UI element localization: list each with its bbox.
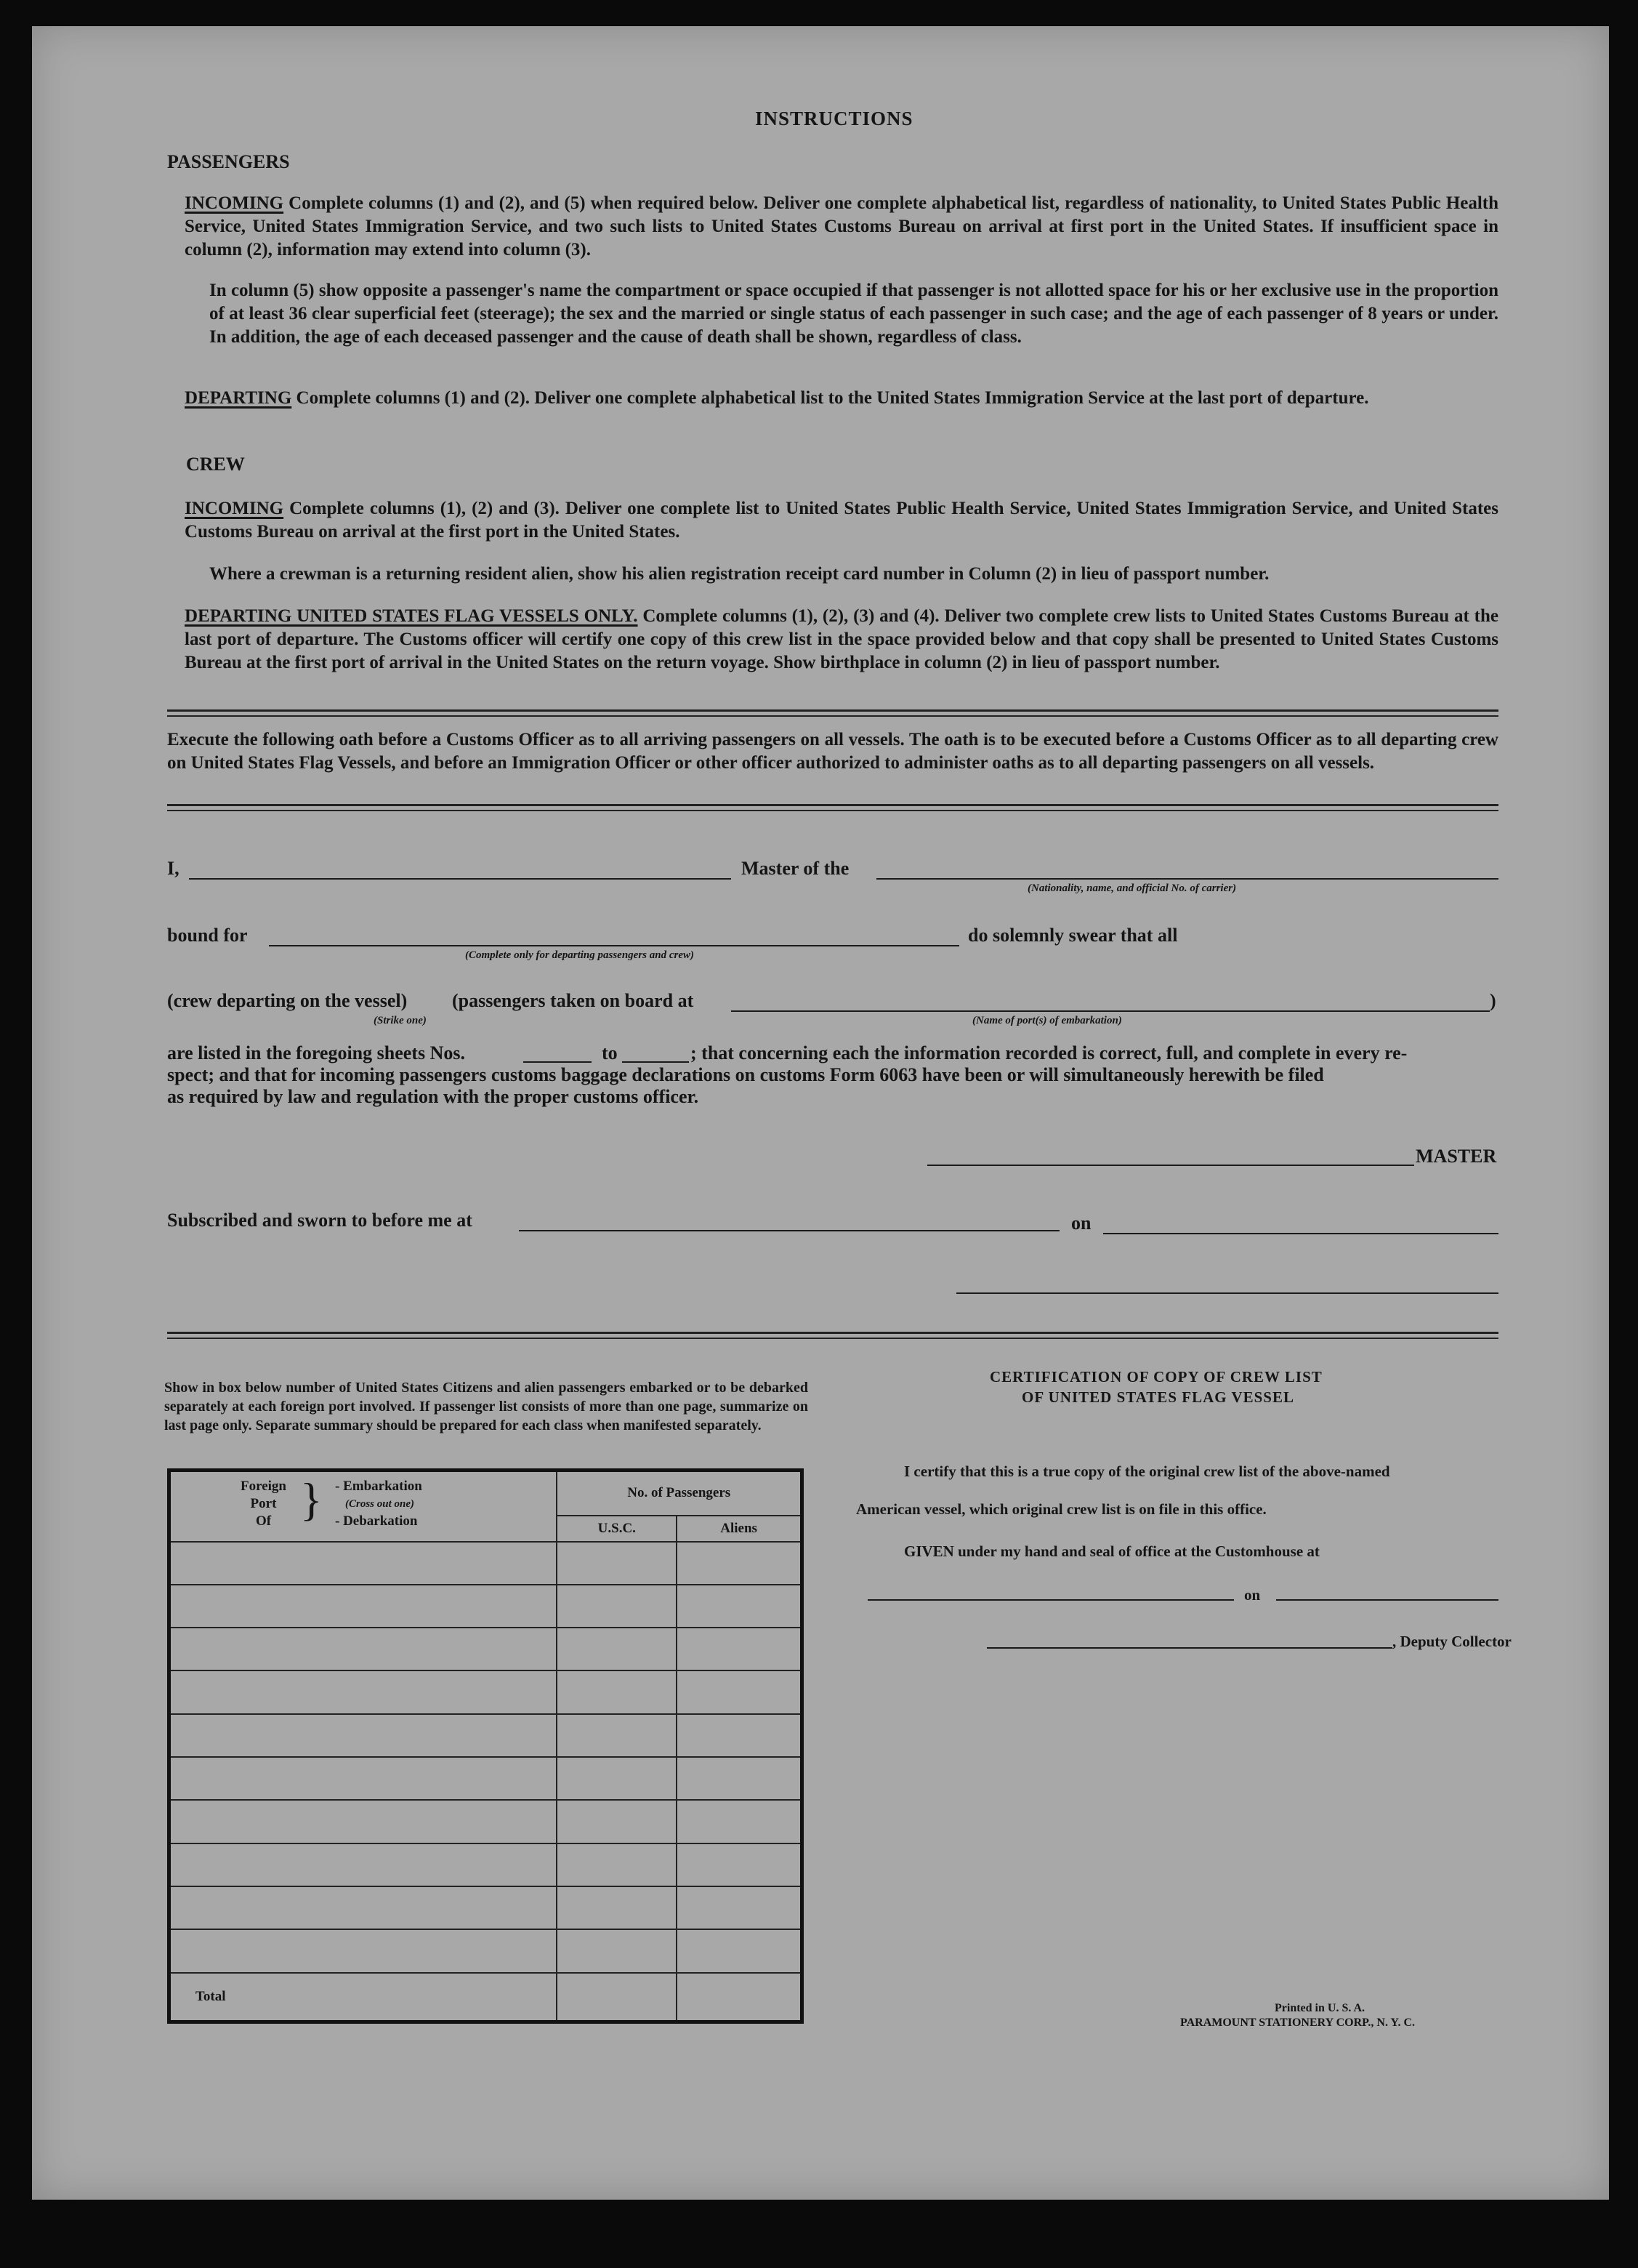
aliens-cell[interactable] bbox=[677, 1542, 802, 1585]
form-sheet bbox=[32, 26, 1609, 2200]
customhouse-field[interactable] bbox=[868, 1599, 1234, 1601]
aliens-cell[interactable] bbox=[677, 1585, 802, 1628]
brace-glyph: } bbox=[300, 1473, 323, 1525]
port-cell[interactable] bbox=[169, 1542, 557, 1585]
printed-in-usa: Printed in U. S. A. bbox=[1275, 2002, 1365, 2014]
crew-incoming-text: Complete columns (1), (2) and (3). Deliver one complete list to United States Public Health Service, United States Immigration Service, and United States Customs Bureau on arrival at the first port in the United States. bbox=[185, 499, 1498, 542]
section-divider bbox=[167, 1332, 1498, 1339]
passengers-incoming-text: Complete columns (1) and (2), and (5) when required below. Deliver one complete alphabetical list, regardless of nationality, to United States Public Health Service, United States Immigration Service, and two such lists to United States Customs Bureau on arrival at first port in the United States. If insufficient space in column (2), information may extend into column (3). bbox=[185, 193, 1498, 260]
crew-alien-paragraph: Where a crewman is a returning resident alien, show his alien registration receipt card number in Column (2) in lieu of passport number. bbox=[209, 564, 1270, 584]
section-divider bbox=[167, 804, 1498, 811]
foreign-label: Foreign bbox=[241, 1479, 286, 1494]
sworn-on-label: on bbox=[1071, 1213, 1092, 1234]
no-of-passengers-header: No. of Passengers bbox=[557, 1471, 802, 1516]
embarkation-label: - Embarkation bbox=[335, 1479, 422, 1494]
crew-incoming-lead: INCOMING bbox=[185, 499, 284, 518]
crew-incoming-paragraph bbox=[185, 497, 1498, 544]
usc-header: U.S.C. bbox=[557, 1516, 677, 1542]
port-label: Port bbox=[250, 1496, 277, 1511]
usc-cell[interactable] bbox=[557, 1585, 677, 1628]
ports-header-cell bbox=[169, 1471, 557, 1542]
certify-line-2: American vessel, which original crew list is on file in this office. bbox=[856, 1500, 1267, 1518]
section-divider bbox=[167, 709, 1498, 717]
listed-line-3: as required by law and regulation with the proper customs officer. bbox=[167, 1086, 699, 1107]
crew-departing-paragraph bbox=[185, 605, 1498, 675]
aliens-cell[interactable] bbox=[677, 1800, 802, 1843]
oath-instruction-paragraph: Execute the following oath before a Customs Officer as to all arriving passengers on all vessels. The oath is to be executed before a Customs Officer as to all departing crew on United States Flag Vessels, and before an Immigration Officer or other officer authorized to administer oaths as to all departing passengers on all vessels. bbox=[167, 730, 1498, 773]
certify-line-1: I certify that this is a true copy of the original crew list of the above-named bbox=[904, 1463, 1390, 1480]
aliens-cell[interactable] bbox=[677, 1714, 802, 1757]
bound-for-field[interactable] bbox=[269, 945, 959, 946]
aliens-cell[interactable] bbox=[677, 1886, 802, 1929]
master-of-the-label: Master of the bbox=[741, 858, 850, 879]
bound-for-label: bound for bbox=[167, 925, 248, 946]
aliens-cell[interactable] bbox=[677, 1843, 802, 1886]
master-name-field[interactable] bbox=[189, 878, 731, 880]
port-cell[interactable] bbox=[169, 1585, 557, 1628]
usc-cell[interactable] bbox=[557, 1542, 677, 1585]
crew-departing-text: Complete columns (1), (2), (3) and (4). Deliver two complete crew lists to United States Customs Bureau at the last port of departure. The Customs officer will certify one copy of this crew list in the space provided below and that copy shall be presented to United States Customs Bureau at the first port of arrival in the United States on the return voyage. Show birthplace in column (2) in lieu of passport number. bbox=[185, 606, 1499, 672]
carrier-field[interactable] bbox=[876, 878, 1498, 880]
foreign-port-of bbox=[241, 1478, 286, 1530]
sworn-place-field[interactable] bbox=[519, 1230, 1060, 1231]
usc-cell[interactable] bbox=[557, 1628, 677, 1670]
close-paren: ) bbox=[1490, 990, 1496, 1011]
port-cell[interactable] bbox=[169, 1800, 557, 1843]
usc-cell[interactable] bbox=[557, 1670, 677, 1713]
deputy-collector-label: , Deputy Collector bbox=[1392, 1633, 1512, 1650]
given-line: GIVEN under my hand and seal of office at the Customhouse at bbox=[904, 1543, 1320, 1560]
crew-departing-option: (crew departing on the vessel) bbox=[167, 990, 408, 1011]
sworn-date-field[interactable] bbox=[1103, 1233, 1498, 1234]
ports-summary-table bbox=[167, 1468, 804, 2024]
port-cell[interactable] bbox=[169, 1714, 557, 1757]
bound-for-note: (Complete only for departing passengers and crew) bbox=[465, 949, 694, 961]
usc-cell[interactable] bbox=[557, 1757, 677, 1800]
crew-heading: CREW bbox=[186, 454, 245, 475]
deputy-signature-field[interactable] bbox=[987, 1647, 1392, 1649]
summary-note: Show in box below number of United States Citizens and alien passengers embarked or to be debarked separately at each foreign port involved. If passenger list consists of more than one page, summarize on last page only. Separate summary should be prepared for each class when manifested separately. bbox=[164, 1380, 808, 1433]
oath-i-label: I, bbox=[167, 858, 179, 879]
usc-total-cell[interactable] bbox=[557, 1973, 677, 2022]
embarkation-options bbox=[335, 1478, 422, 1530]
port-note: (Name of port(s) of embarkation) bbox=[972, 1015, 1122, 1026]
debarkation-label: - Debarkation bbox=[335, 1513, 418, 1529]
usc-cell[interactable] bbox=[557, 1886, 677, 1929]
aliens-cell[interactable] bbox=[677, 1670, 802, 1713]
of-label: Of bbox=[255, 1513, 272, 1529]
sheet-from-field[interactable] bbox=[523, 1061, 592, 1063]
port-cell[interactable] bbox=[169, 1628, 557, 1670]
aliens-header: Aliens bbox=[677, 1516, 802, 1542]
aliens-cell[interactable] bbox=[677, 1757, 802, 1800]
master-label: MASTER bbox=[1416, 1146, 1497, 1167]
page-title: INSTRUCTIONS bbox=[755, 108, 913, 129]
usc-cell[interactable] bbox=[557, 1929, 677, 1972]
crew-departing-lead: DEPARTING UNITED STATES FLAG VESSELS ONLY. bbox=[185, 606, 638, 626]
aliens-total-cell[interactable] bbox=[677, 1973, 802, 2022]
listed-label-c: ; that concerning each the information recorded is correct, full, and complete in every re- bbox=[690, 1042, 1408, 1063]
master-signature-field[interactable] bbox=[927, 1165, 1414, 1166]
usc-cell[interactable] bbox=[557, 1714, 677, 1757]
port-cell[interactable] bbox=[169, 1757, 557, 1800]
port-cell[interactable] bbox=[169, 1670, 557, 1713]
certification-title-1: CERTIFICATION OF COPY OF CREW LIST bbox=[990, 1368, 1323, 1386]
passengers-incoming-lead: INCOMING bbox=[185, 193, 284, 213]
port-cell[interactable] bbox=[169, 1929, 557, 1972]
cross-out-note: (Cross out one) bbox=[345, 1498, 415, 1510]
passengers-departing-lead: DEPARTING bbox=[185, 388, 292, 408]
cert-date-field[interactable] bbox=[1276, 1599, 1498, 1601]
embarkation-port-field[interactable] bbox=[731, 1010, 1490, 1012]
aliens-cell[interactable] bbox=[677, 1628, 802, 1670]
officer-signature-field[interactable] bbox=[956, 1292, 1498, 1294]
passengers-departing-text: Complete columns (1) and (2). Deliver one complete alphabetical list to the United States Immigration Service at the last port of departure. bbox=[291, 388, 1369, 408]
usc-cell[interactable] bbox=[557, 1843, 677, 1886]
listed-line-2: spect; and that for incoming passengers customs baggage declarations on customs Form 6063 have been or will simultaneously herewith be filed bbox=[167, 1064, 1324, 1085]
passengers-incoming-paragraph bbox=[185, 192, 1498, 262]
listed-label-b: to bbox=[602, 1042, 618, 1063]
strike-one-note: (Strike one) bbox=[374, 1015, 427, 1026]
passengers-taken-option: (passengers taken on board at bbox=[452, 990, 694, 1011]
certification-title-2: OF UNITED STATES FLAG VESSEL bbox=[1022, 1388, 1294, 1406]
cert-on-label: on bbox=[1244, 1586, 1261, 1604]
passengers-departing-paragraph bbox=[185, 387, 1498, 410]
total-label: Total bbox=[169, 1973, 557, 2022]
nationality-note: (Nationality, name, and official No. of carrier) bbox=[1028, 882, 1237, 894]
printer-name: PARAMOUNT STATIONERY CORP., N. Y. C. bbox=[1180, 2016, 1416, 2029]
passengers-heading: PASSENGERS bbox=[167, 151, 290, 172]
sheet-to-field[interactable] bbox=[622, 1061, 689, 1063]
solemnly-swear-label: do solemnly swear that all bbox=[968, 925, 1178, 946]
subscribed-label: Subscribed and sworn to before me at bbox=[167, 1210, 472, 1231]
aliens-cell[interactable] bbox=[677, 1929, 802, 1972]
port-cell[interactable] bbox=[169, 1886, 557, 1929]
port-cell[interactable] bbox=[169, 1843, 557, 1886]
usc-cell[interactable] bbox=[557, 1800, 677, 1843]
listed-label-a: are listed in the foregoing sheets Nos. bbox=[167, 1042, 465, 1063]
passengers-column5-paragraph: In column (5) show opposite a passenger's name the compartment or space occupied if that passenger is not allotted space for his or her exclusive use in the proportion of at least 36 clear superficial feet (steerage); the sex and the married or single status of each passenger in such case; and the age of each passenger of 8 years or under. In addition, the age of each deceased passenger and the cause of death shall be shown, regardless of class. bbox=[209, 281, 1498, 347]
